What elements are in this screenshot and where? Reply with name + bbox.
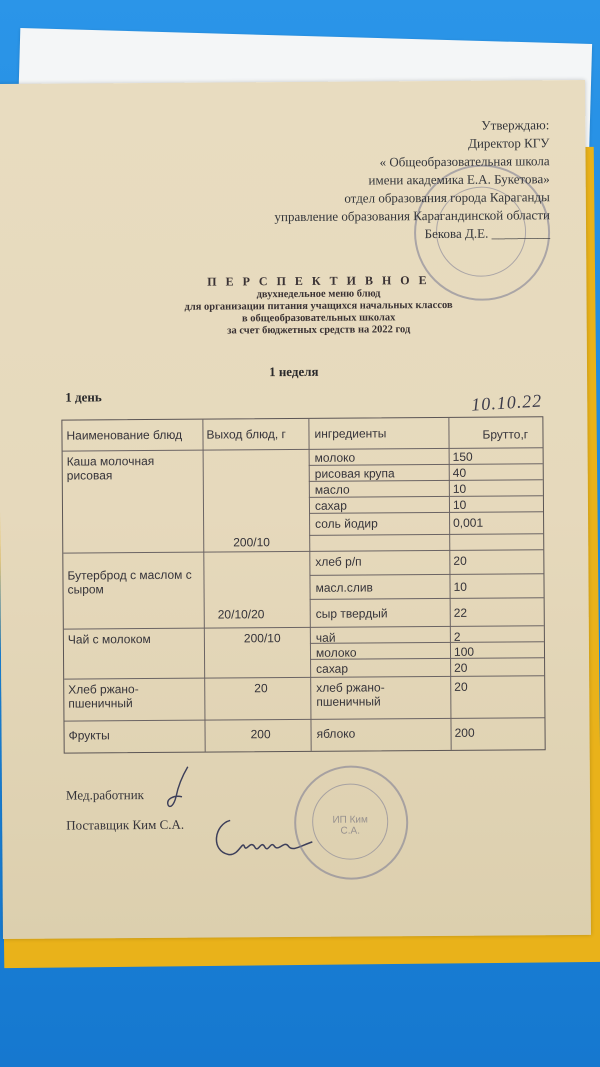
ingredient-name: сыр твердый — [315, 606, 388, 621]
dish-name: Фрукты — [68, 728, 110, 743]
ingredient-name: хлеб р/п — [315, 554, 362, 569]
dish-yield: 20/10/20 — [217, 607, 265, 622]
dish-name: Хлеб ржано-пшеничный — [68, 682, 139, 711]
title-line: в общеобразовательных школах — [241, 312, 396, 325]
seal-text: ИП Ким С.А. — [332, 814, 368, 837]
ingredient-gross: 20 — [453, 553, 467, 568]
approval-line: управление образования Карагандинской области — [274, 207, 551, 225]
ingredient-name: соль йодир — [315, 516, 378, 531]
menu-document — [0, 80, 591, 939]
dish-yield: 200/10 — [243, 631, 281, 646]
header-dish: Наименование блюд — [66, 427, 183, 443]
ingredient-name: хлеб ржано-пшеничный — [316, 680, 385, 709]
header-ingredients: ингредиенты — [314, 426, 387, 441]
week-label: 1 неделя — [268, 363, 319, 380]
ingredient-name: молоко — [315, 645, 357, 660]
approval-line: отдел образования города Караганды — [344, 189, 550, 206]
ingredient-name: сахар — [314, 498, 347, 513]
title-line: для организации питания учащихся начальных классов — [184, 299, 453, 313]
ingredient-gross: 200 — [454, 725, 475, 740]
handwritten-date: 10.10.22 — [470, 390, 543, 415]
title-line: двухнедельное меню блюд — [256, 288, 381, 301]
approval-line: Директор КГУ — [468, 135, 550, 151]
approval-block — [274, 116, 550, 244]
dish-name: Чай с молоком — [67, 632, 151, 647]
approval-line: « Общеобразовательная школа — [379, 153, 550, 170]
medic-signature-icon — [160, 765, 200, 815]
ingredient-gross: 40 — [452, 465, 467, 480]
approval-line: Утверждаю: — [481, 117, 550, 133]
ingredient-name: масло — [314, 482, 350, 497]
ingredient-name: яблоко — [316, 726, 356, 741]
ingredient-name: масл.слив — [315, 580, 373, 595]
approval-line: имени академика Е.А. Букетова» — [368, 171, 550, 188]
ingredient-gross: 2 — [453, 629, 461, 644]
dish-name: Бутерброд с маслом с сыром — [67, 567, 192, 597]
ingredient-name: молоко — [314, 450, 356, 465]
approval-line: Бекова Д.Е. _________ — [424, 225, 551, 242]
ingredient-gross: 22 — [453, 605, 468, 620]
ingredient-name: сахар — [316, 661, 349, 676]
ingredient-name: чай — [315, 630, 336, 645]
ingredient-gross: 20 — [454, 679, 468, 694]
document-title — [118, 272, 518, 338]
ingredient-gross: 150 — [452, 449, 473, 464]
dish-yield: 200/10 — [233, 535, 270, 550]
ingredient-gross: 10 — [452, 481, 467, 496]
ingredient-name: рисовая крупа — [314, 466, 395, 481]
ingredient-gross: 10 — [453, 579, 467, 594]
supplier-seal-icon — [294, 765, 409, 880]
ingredient-gross: 0,001 — [453, 515, 484, 530]
menu-table — [61, 416, 545, 753]
day-label: 1 день — [65, 389, 102, 405]
header-gross: Брутто,г — [482, 427, 529, 442]
ingredient-gross: 20 — [454, 660, 468, 675]
medic-signature-label: Мед.работник — [65, 787, 145, 803]
title-line: за счет бюджетных средств на 2022 год — [227, 324, 411, 337]
ingredient-gross: 100 — [453, 644, 475, 659]
title-main: П Е Р С П Е К Т И В Н О Е — [207, 273, 430, 289]
supplier-signature-label: Поставщик Ким С.А. — [66, 816, 185, 833]
dish-name: Каша молочная рисовая — [66, 453, 155, 483]
dish-yield: 200 — [250, 727, 271, 742]
header-yield: Выход блюд, г — [206, 427, 286, 442]
dish-yield: 20 — [254, 681, 268, 696]
ingredient-gross: 10 — [452, 497, 467, 512]
